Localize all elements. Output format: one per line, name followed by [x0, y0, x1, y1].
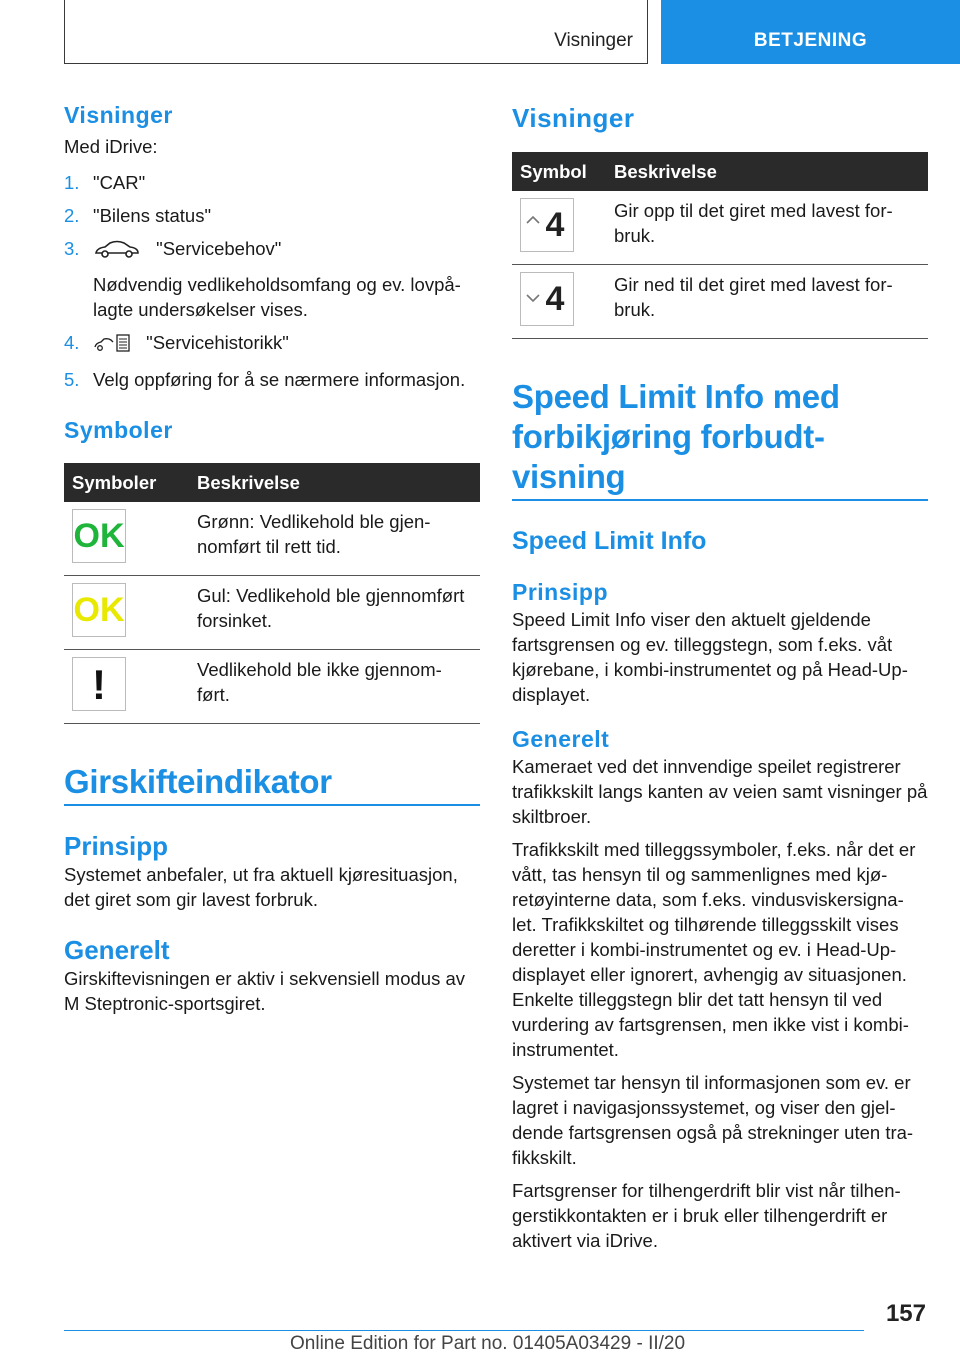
- header-chapter-label: BETJENING: [753, 30, 868, 51]
- speed-limit-heading: Speed Limit Info med forbikjøring forbudt-visning: [512, 377, 928, 501]
- gear-up-icon: [520, 198, 574, 252]
- description-cell: Gul: Vedlikehold ble gjennomført forsinket.: [189, 576, 480, 650]
- left-column: [64, 100, 480, 1016]
- ok-green-icon: OK: [72, 509, 126, 563]
- service-history-icon: [93, 333, 131, 359]
- list-item: [64, 330, 480, 359]
- header-chapter-tab[interactable]: [661, 0, 960, 64]
- prinsipp-text-right: Speed Limit Info viser den aktuelt gjeldende fartsgrensen og ev. tilleggstegn, som f.eks. våt kjørebane, i kombi-instrumentet og på Head-Up-displayet.: [512, 609, 908, 705]
- step-text: Velg oppføring for å se nærmere informasjon.: [93, 369, 466, 390]
- symboler-heading: Symboler: [64, 417, 173, 443]
- ok-yellow-icon: OK: [72, 583, 126, 637]
- paragraph: Systemet tar hensyn til informasjonen som ev. er lagret i navigasjonssystemet, og viser den gjel-dende fartsgrensen også på strekninger uten tra-fikkskilt.: [512, 1072, 914, 1168]
- step-number: 3.: [64, 238, 80, 259]
- gear-number: 4: [545, 279, 565, 318]
- car-service-icon: [93, 239, 141, 265]
- paragraph: Trafikkskilt med tilleggssymboler, f.eks. når det er vått, tas hensyn til og sammenlignes med kjø-retøyinterne data, som f.eks. vindusviskersigna-let. Trafikkskiltet og tilhørende tilleggsskilt vises deretter i kombi-instrumentet og ev. i Head-Up-displayet eller ignorert, avhengig av situasjonen. Enkelte tilleggstegn blir det tatt hensyn til ved vurdering av fartsgrensen, men ikke vist i kombi-instrumentet.: [512, 839, 916, 1060]
- prinsipp-text-left: Systemet anbefaler, ut fra aktuell kjøresituasjon, det giret som gir lavest forbruk.: [64, 864, 458, 910]
- step-number: 2.: [64, 205, 80, 226]
- list-item: [64, 170, 480, 195]
- table-row: [512, 265, 928, 339]
- paragraph: Fartsgrenser for tilhengerdrift blir vist når tilhen-gerstikkontakten er i bruk eller tilhengerdrift er aktivert via iDrive.: [512, 1180, 901, 1251]
- gear-down-icon: [520, 272, 574, 326]
- table-row: [64, 650, 480, 724]
- med-idrive-text: Med iDrive:: [64, 136, 158, 157]
- paragraph: Kameraet ved det innvendige speilet registrerer trafikkskilt langs kanten av veien samt visninger på skiltbroer.: [512, 756, 928, 827]
- table-header-symbols: Symboler: [64, 463, 189, 502]
- prinsipp-heading-left: Prinsipp: [64, 831, 169, 861]
- table-row: [512, 191, 928, 265]
- service-symbols-table: [64, 463, 480, 724]
- footer-rule: [64, 1330, 864, 1331]
- table-header-description: Beskrivelse: [189, 463, 480, 502]
- page-number: 157: [885, 1300, 926, 1327]
- footer-edition: Online Edition for Part no. 01405A03429 - II/20: [290, 1333, 686, 1354]
- description-cell: Gir opp til det giret med lavest for-bruk.: [606, 191, 928, 265]
- right-column: [512, 100, 928, 1253]
- step-number: 1.: [64, 172, 80, 193]
- generelt-heading-left: Generelt: [64, 935, 170, 965]
- step-text: "CAR": [93, 172, 146, 193]
- visninger-heading-left: Visninger: [64, 102, 173, 128]
- gear-number: 4: [545, 205, 565, 244]
- header-section-box: [64, 0, 648, 64]
- symbol-cell: [64, 650, 189, 724]
- step-subtext: Nødvendig vedlikeholdsomfang og ev. lovpå-lagte undersøkelser vises.: [93, 274, 461, 320]
- step-number: 5.: [64, 369, 80, 390]
- symbol-cell: [512, 265, 606, 339]
- idrive-steps-list: [64, 170, 480, 392]
- symbol-cell: [64, 502, 189, 576]
- description-cell: Gir ned til det giret med lavest for-bruk.: [606, 265, 928, 339]
- table-row: [64, 502, 480, 576]
- generelt-heading-right: Generelt: [512, 726, 610, 752]
- step-text: "Servicehistorikk": [146, 332, 289, 353]
- visninger-heading-right: Visninger: [512, 103, 635, 133]
- table-row: [64, 576, 480, 650]
- symbol-cell: [512, 191, 606, 265]
- list-item: [64, 367, 480, 392]
- list-item: [64, 236, 480, 322]
- description-cell: Grønn: Vedlikehold ble gjen-nomført til rett tid.: [189, 502, 480, 576]
- step-text: "Servicebehov": [156, 238, 282, 259]
- speed-limit-subheading: Speed Limit Info: [512, 527, 707, 555]
- table-header-symbol: Symbol: [512, 152, 606, 191]
- exclamation-icon: !: [72, 657, 126, 711]
- step-number: 4.: [64, 332, 80, 353]
- header-section-title: Visninger: [554, 30, 633, 51]
- symbol-cell: [64, 576, 189, 650]
- prinsipp-heading-right: Prinsipp: [512, 579, 609, 605]
- list-item: [64, 203, 480, 228]
- girskifteindikator-heading: Girskifteindikator: [64, 762, 480, 806]
- gear-symbols-table: [512, 152, 928, 339]
- table-header-description: Beskrivelse: [606, 152, 928, 191]
- description-cell: Vedlikehold ble ikke gjennom-ført.: [189, 650, 480, 724]
- step-text: "Bilens status": [93, 205, 212, 226]
- generelt-text-left: Girskiftevisningen er aktiv i sekvensiell modus av M Steptronic-sportsgiret.: [64, 968, 465, 1014]
